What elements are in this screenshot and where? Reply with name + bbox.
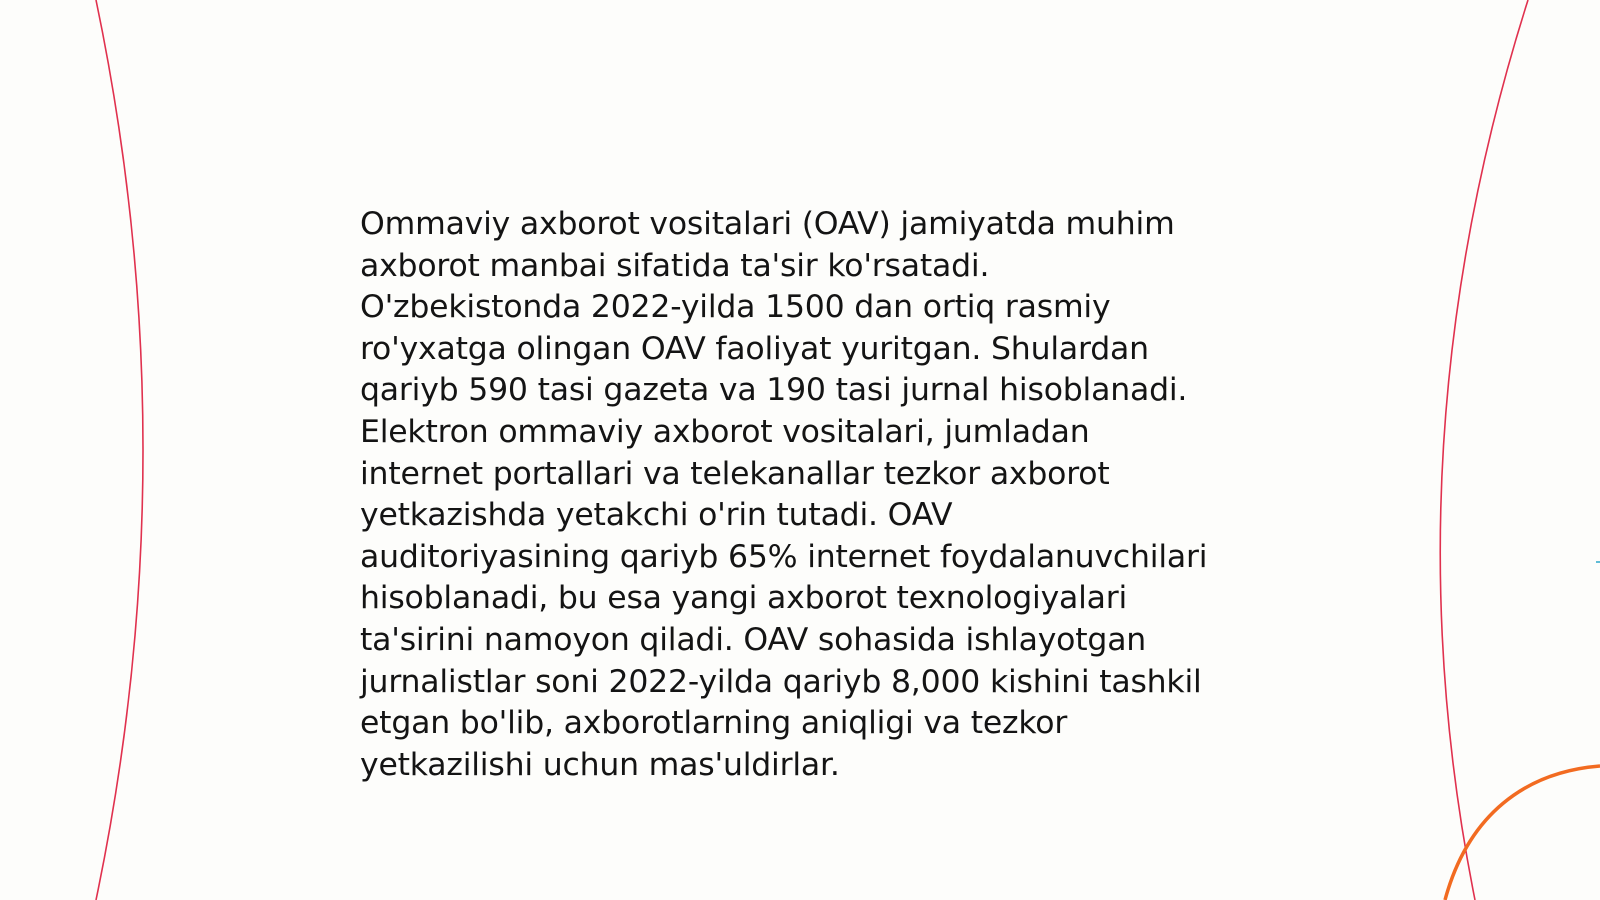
left-arc-line bbox=[96, 0, 143, 900]
bottom-right-orange-arc bbox=[1445, 766, 1600, 900]
paragraph-line: ta'sirini namoyon qiladi. OAV sohasida ishlayotgan bbox=[360, 621, 1147, 658]
paragraph-line: auditoriyasining qariyb 65% internet foydalanuvchilari bbox=[360, 538, 1208, 575]
paragraph-line: axborot manbai sifatida ta'sir ko'rsatadi. bbox=[360, 247, 990, 284]
paragraph-line: hisoblanadi, bu esa yangi axborot texnologiyalari bbox=[360, 580, 1128, 617]
paragraph-line: etgan bo'lib, axborotlarning aniqligi va tezkor bbox=[360, 705, 1068, 742]
paragraph-line: qariyb 590 tasi gazeta va 190 tasi jurnal hisoblanadi. bbox=[360, 372, 1188, 409]
paragraph-line: Ommaviy axborot vositalari (OAV) jamiyatda muhim bbox=[360, 206, 1175, 242]
paragraph-line: jurnalistlar soni 2022-yilda qariyb 8,000 kishini tashkil bbox=[360, 663, 1202, 700]
paragraph-line: O'zbekistonda 2022-yilda 1500 dan ortiq rasmiy bbox=[360, 289, 1111, 326]
right-arc-line bbox=[1440, 0, 1528, 900]
body-paragraph bbox=[360, 204, 1260, 786]
paragraph-line: ro'yxatga olingan OAV faoliyat yuritgan. Shulardan bbox=[360, 330, 1149, 367]
paragraph-line: yetkazishda yetakchi o'rin tutadi. OAV bbox=[360, 497, 953, 534]
paragraph-line: yetkazilishi uchun mas'uldirlar. bbox=[360, 746, 840, 783]
paragraph-line: Elektron ommaviy axborot vositalari, jumladan bbox=[360, 413, 1090, 450]
paragraph-line: internet portallari va telekanallar tezkor axborot bbox=[360, 455, 1110, 492]
